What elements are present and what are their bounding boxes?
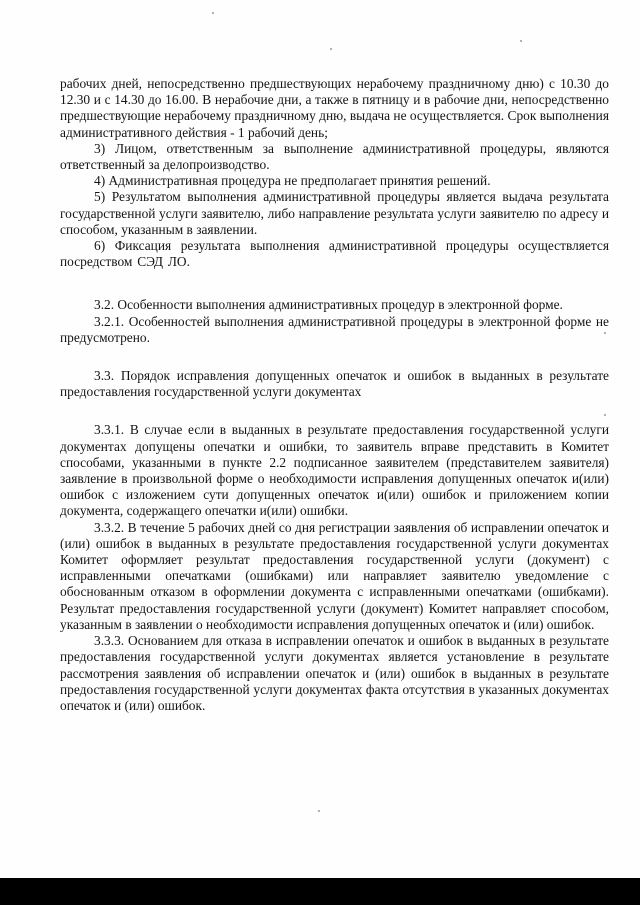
scan-speck (330, 48, 332, 50)
paragraph-item-6: 6) Фиксация результата выполнения административной процедуры осуществляется посредством СЭД ЛО. (60, 238, 609, 270)
scan-bottom-edge (0, 878, 640, 905)
document-body (60, 76, 609, 714)
paragraph-continuation: рабочих дней, непосредственно предшествующих нерабочему праздничному дню) с 10.30 до 12.30 и с 14.30 до 16.00. В нерабочие дни, а также в пятницу и в рабочие дни, непосредственно предшествующие нерабочему праздничному дню, выдача не осуществляется. Срок выполнения административного действия - 1 рабочий день; (60, 76, 609, 140)
section-heading-3-3: 3.3. Порядок исправления допущенных опечаток и ошибок в выданных в результате предоставления государственной услуги документах (60, 368, 609, 400)
section-heading-3-2: 3.2. Особенности выполнения административных процедур в электронной форме. (94, 297, 563, 313)
scan-speck (212, 12, 214, 14)
paragraph-3-3-3: 3.3.3. Основанием для отказа в исправлении опечаток и ошибок в выданных в результате предоставления государственной услуги документах является установление в результате рассмотрения заявления об исправлении опечаток и (или) ошибок в выданных в результате предоставления государственной услуги документах факта отсутствия в указанных документах опечаток и (или) ошибок. (60, 633, 609, 713)
paragraph-3-3-1: 3.3.1. В случае если в выданных в результате предоставления государственной услуги документах допущены опечатки и ошибки, то заявитель вправе представить в Комитет способами, указанными в пункте 2.2 подписанное заявителем (представителем заявителя) заявление в произвольной форме о необходимости исправления допущенных опечаток и(или) ошибок с изложением сути допущенных опечаток и(или) ошибок и приложением копии документа, содержащего опечатки и(или) ошибки. (60, 422, 609, 519)
paragraph-3-2-1: 3.2.1. Особенностей выполнения административной процедуры в электронной форме не предусмотрено. (60, 313, 609, 345)
scan-speck (318, 810, 320, 812)
scan-speck (604, 414, 606, 416)
paragraph-3-3-2: 3.3.2. В течение 5 рабочих дней со дня регистрации заявления об исправлении опечаток и (или) ошибок в выданных в результате предоставления государственной услуги документах Комитет оформляет результат предоставления государственной услуги (документ) с исправленными опечатками (ошибками) или направляет заявителю уведомление с обоснованным отказом в оформлении документа с исправленными опечатками (ошибками). Результат предоставления государственной услуги (документ) Комитет направляет способом, указанным в заявлении о необходимости исправления допущенных опечаток и (или) ошибок. (60, 519, 609, 632)
paragraph-item-5: 5) Результатом выполнения административной процедуры является выдача результата государственной услуги заявителю, либо направление результата услуги заявителю по адресу и способом, указанным в заявлении. (60, 189, 609, 237)
paragraph-item-4: 4) Административная процедура не предполагает принятия решений. (94, 173, 491, 189)
scan-speck (604, 332, 606, 334)
paragraph-item-3: 3) Лицом, ответственным за выполнение административной процедуры, являются ответственный за делопроизводство. (60, 140, 609, 173)
scan-speck (520, 40, 522, 42)
